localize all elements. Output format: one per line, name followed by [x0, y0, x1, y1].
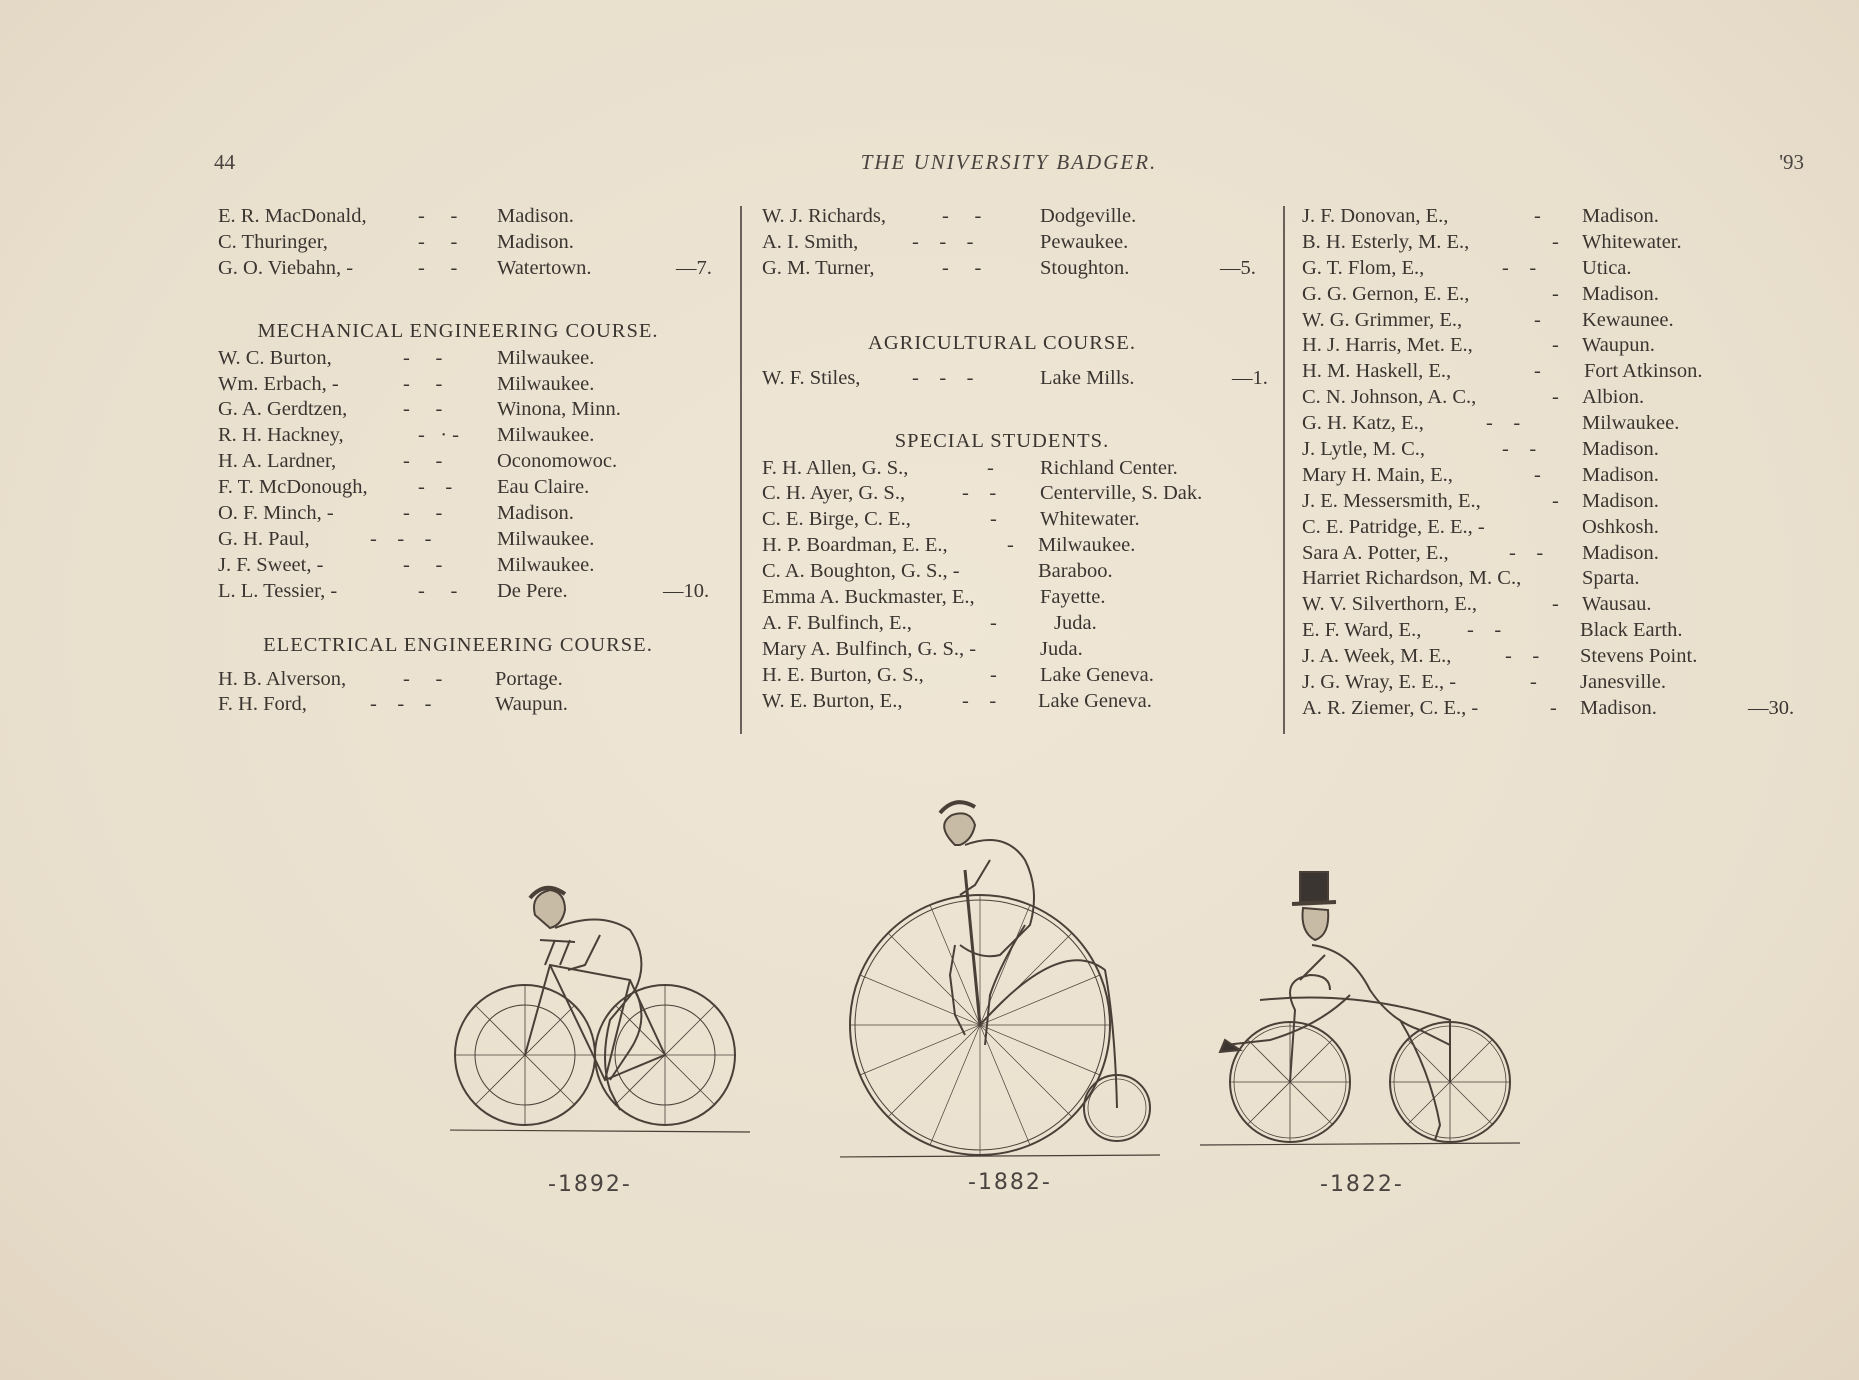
hometown: Eau Claire. — [497, 476, 590, 499]
hometown: Stoughton. — [1040, 256, 1130, 279]
student-name: Mary A. Bulfinch, G. S., - — [762, 637, 977, 660]
leader-dashes: - — [1530, 671, 1537, 694]
leader-dashes: - - — [403, 398, 443, 421]
list-item — [1302, 670, 1822, 696]
hometown: Albion. — [1582, 386, 1645, 409]
section-total: —30. — [1748, 696, 1795, 719]
student-name: H. J. Harris, Met. E., — [1302, 334, 1473, 357]
hometown: Madison. — [1582, 541, 1659, 564]
leader-dashes: - — [1550, 696, 1557, 719]
student-name: E. F. Ward, E., — [1302, 619, 1422, 642]
student-name: W. G. Grimmer, E., — [1302, 308, 1463, 331]
list-item — [1302, 204, 1822, 230]
hometown: Winona, Minn. — [497, 398, 621, 421]
list-electrical — [218, 667, 718, 719]
leader-dashes: - - — [418, 579, 458, 602]
leader-dashes: - — [987, 456, 994, 479]
leader-dashes: - - — [418, 230, 458, 253]
student-name: F. H. Ford, — [218, 693, 307, 716]
student-name: C. E. Birge, C. E., — [762, 508, 911, 531]
list-item — [762, 689, 1282, 715]
list-item — [762, 559, 1282, 585]
student-name: J. Lytle, M. C., — [1302, 438, 1426, 461]
student-name: C. H. Ayer, G. S., — [762, 482, 906, 505]
hometown: Madison. — [497, 502, 574, 525]
list-item — [1302, 489, 1822, 515]
hometown: Madison. — [1582, 463, 1659, 486]
list-item — [1302, 230, 1822, 256]
list-item — [762, 481, 1282, 507]
leader-dashes: - — [1552, 386, 1559, 409]
hometown: Lake Geneva. — [1040, 663, 1154, 686]
leader-dashes: - — [1534, 205, 1541, 227]
student-name: B. H. Esterly, M. E., — [1302, 230, 1470, 253]
list-item — [1302, 592, 1822, 618]
hometown: Kewaunee. — [1582, 308, 1674, 331]
student-name: J. F. Sweet, - — [218, 553, 324, 576]
hometown: Stevens Point. — [1580, 645, 1698, 668]
list-item — [1302, 644, 1822, 670]
student-name: H. E. Burton, G. S., — [762, 663, 924, 686]
list-item — [762, 533, 1282, 559]
hometown: Dodgeville. — [1040, 205, 1137, 227]
hometown: Juda. — [1040, 637, 1083, 660]
leader-dashes: - — [1552, 593, 1559, 616]
hometown: Lake Geneva. — [1038, 689, 1152, 712]
hometown: Utica. — [1582, 256, 1632, 279]
hometown: Wausau. — [1582, 593, 1652, 616]
student-name: W. C. Burton, — [218, 346, 332, 369]
list-item — [218, 204, 718, 230]
student-name: Mary H. Main, E., — [1302, 463, 1453, 486]
list-item — [218, 397, 718, 423]
list-item — [218, 501, 718, 527]
list-agricultural — [762, 366, 1282, 392]
caption-1882: -1882- — [968, 1170, 1052, 1195]
leader-dashes: - — [1552, 282, 1559, 305]
list-top — [762, 204, 1282, 282]
list-item — [1302, 541, 1822, 567]
leader-dashes: - - — [418, 476, 453, 499]
safety-bicycle-rider-icon — [450, 870, 750, 1160]
column-1 — [218, 204, 718, 718]
student-name: G. H. Paul, — [218, 527, 310, 550]
section-heading-agricultural: AGRICULTURAL COURSE. — [868, 331, 1136, 354]
student-name: A. R. Ziemer, C. E., - — [1302, 696, 1479, 719]
leader-dashes: - — [1534, 360, 1541, 383]
hometown: Oconomowoc. — [497, 450, 618, 473]
hometown: Oshkosh. — [1582, 515, 1659, 538]
section-total: —7. — [676, 256, 712, 279]
hometown: Sparta. — [1582, 567, 1640, 590]
leader-dashes: - - — [418, 205, 458, 227]
hometown: Madison. — [497, 230, 574, 253]
leader-dashes: - — [1534, 308, 1541, 331]
student-name: J. G. Wray, E. E., - — [1302, 671, 1457, 694]
list-item — [218, 230, 718, 256]
list-special — [762, 456, 1282, 715]
leader-dashes: - - - — [370, 693, 432, 716]
student-name: C. E. Patridge, E. E., - — [1302, 515, 1485, 538]
list-item — [762, 366, 1282, 392]
student-name: W. E. Burton, E., — [762, 689, 903, 712]
list-item — [762, 585, 1282, 611]
student-name: F. H. Allen, G. S., — [762, 456, 909, 479]
hometown: Waupun. — [495, 693, 568, 716]
leader-dashes: - — [990, 611, 997, 634]
section-heading-mechanical: MECHANICAL ENGINEERING COURSE. — [257, 319, 659, 342]
list-item — [1302, 308, 1822, 334]
hometown: Pewaukee. — [1040, 230, 1129, 253]
student-name: H. A. Lardner, — [218, 450, 337, 473]
list-item — [762, 611, 1282, 637]
hometown: Madison. — [1582, 438, 1659, 461]
list-item — [1302, 463, 1822, 489]
leader-dashes: - - — [1467, 619, 1502, 642]
list-item — [762, 507, 1282, 533]
list-item — [218, 372, 718, 398]
student-name: G. O. Viebahn, - — [218, 256, 354, 279]
student-name: E. R. MacDonald, — [218, 205, 367, 227]
hometown: Whitewater. — [1040, 508, 1140, 531]
running-title: THE UNIVERSITY BADGER. — [860, 150, 1158, 174]
list-item — [1302, 618, 1822, 644]
leader-dashes: - - — [1505, 645, 1540, 668]
student-name: J. A. Week, M. E., — [1302, 645, 1452, 668]
page-header — [214, 150, 1804, 180]
leader-dashes: - - — [942, 205, 982, 227]
list-item — [218, 692, 718, 718]
list-item — [1302, 515, 1822, 541]
list-top — [218, 204, 718, 282]
student-name: Emma A. Buckmaster, E., — [762, 586, 975, 609]
list-item — [218, 346, 718, 372]
section-total: —5. — [1220, 256, 1256, 279]
list-item — [218, 449, 718, 475]
student-name: W. V. Silverthorn, E., — [1302, 593, 1478, 616]
student-name: Harriet Richardson, M. C., — [1302, 567, 1522, 590]
student-name: W. F. Stiles, — [762, 366, 861, 389]
list-item — [218, 527, 718, 553]
column-rule-1 — [740, 206, 742, 734]
student-name: Sara A. Potter, E., — [1302, 541, 1449, 564]
list-item — [1302, 359, 1822, 385]
student-name: G. H. Katz, E., — [1302, 412, 1424, 435]
student-name: H. P. Boardman, E. E., — [762, 534, 948, 557]
page-number: 44 — [214, 150, 235, 174]
penny-farthing-rider-icon — [840, 795, 1170, 1160]
hometown: Lake Mills. — [1040, 366, 1135, 389]
list-item — [1302, 437, 1822, 463]
student-name: R. H. Hackney, — [218, 424, 344, 447]
hometown: Milwaukee. — [497, 424, 595, 447]
hometown: Madison. — [1582, 489, 1659, 512]
student-name: A. F. Bulfinch, E., — [762, 611, 912, 634]
hometown: Janesville. — [1580, 671, 1666, 694]
hometown: Madison. — [497, 205, 574, 227]
column-rule-2 — [1283, 206, 1285, 734]
student-name: J. F. Donovan, E., — [1302, 205, 1449, 227]
leader-dashes: - - — [1509, 541, 1544, 564]
leader-dashes: - - — [403, 667, 443, 690]
hometown: Richland Center. — [1040, 456, 1178, 479]
student-name: A. I. Smith, — [762, 230, 859, 253]
leader-dashes: - - — [1502, 256, 1537, 279]
hometown: Centerville, S. Dak. — [1040, 482, 1203, 505]
leader-dashes: - - — [403, 346, 443, 369]
student-name: C. Thuringer, — [218, 230, 328, 253]
student-name: G. A. Gerdtzen, — [218, 398, 348, 421]
hometown: Fort Atkinson. — [1584, 360, 1703, 383]
hometown: Milwaukee. — [497, 553, 595, 576]
list-item — [762, 204, 1282, 230]
student-name: F. T. McDonough, — [218, 476, 368, 499]
list-item — [1302, 385, 1822, 411]
student-name: H. M. Haskell, E., — [1302, 360, 1452, 383]
leader-dashes: - · - — [418, 424, 459, 447]
leader-dashes: - - — [1486, 412, 1521, 435]
leader-dashes: - — [1534, 463, 1541, 486]
leader-dashes: - - — [403, 553, 443, 576]
list-item — [1302, 333, 1822, 359]
hometown: De Pere. — [497, 579, 568, 602]
list-item — [218, 475, 718, 501]
list-item — [762, 230, 1282, 256]
leader-dashes: - - — [403, 372, 443, 395]
leader-dashes: - — [1552, 334, 1559, 357]
section-heading-special: SPECIAL STUDENTS. — [894, 429, 1110, 452]
column-3 — [1302, 204, 1822, 722]
student-name: Wm. Erbach, - — [218, 372, 339, 395]
leader-dashes: - - — [403, 502, 443, 525]
list-mechanical — [218, 346, 718, 605]
list-item — [218, 423, 718, 449]
leader-dashes: - - — [962, 482, 997, 505]
leader-dashes: - - — [403, 450, 443, 473]
student-name: O. F. Minch, - — [218, 502, 334, 525]
leader-dashes: - - - — [370, 527, 432, 550]
leader-dashes: - — [990, 508, 997, 531]
hometown: Whitewater. — [1582, 230, 1682, 253]
list-item — [762, 256, 1282, 282]
hometown: Watertown. — [497, 256, 592, 279]
list-item — [218, 553, 718, 579]
student-name: C. A. Boughton, G. S., - — [762, 560, 960, 583]
leader-dashes: - - — [1502, 438, 1537, 461]
hometown: Madison. — [1580, 696, 1657, 719]
hometown: Fayette. — [1040, 586, 1106, 609]
leader-dashes: - - — [418, 256, 458, 279]
list-item — [1302, 696, 1822, 722]
section-total: —1. — [1232, 366, 1268, 389]
list-item — [218, 579, 718, 605]
list-item — [1302, 256, 1822, 282]
list-item — [218, 256, 718, 282]
student-name: G. T. Flom, E., — [1302, 256, 1425, 279]
hometown: Juda. — [1054, 611, 1097, 634]
student-name: J. E. Messersmith, E., — [1302, 489, 1481, 512]
hometown: Milwaukee. — [497, 527, 595, 550]
list-item — [1302, 411, 1822, 437]
list-item — [1302, 282, 1822, 308]
leader-dashes: - — [990, 663, 997, 686]
student-name: W. J. Richards, — [762, 205, 886, 227]
hometown: Milwaukee. — [497, 372, 595, 395]
student-name: L. L. Tessier, - — [218, 579, 338, 602]
student-name: C. N. Johnson, A. C., — [1302, 386, 1477, 409]
list-special-continued — [1302, 204, 1822, 722]
column-2 — [762, 204, 1282, 714]
student-name: G. G. Gernon, E. E., — [1302, 282, 1470, 305]
dandy-horse-rider-icon — [1200, 860, 1530, 1160]
leader-dashes: - - - — [912, 230, 974, 253]
hometown: Portage. — [495, 667, 563, 690]
student-name: G. M. Turner, — [762, 256, 875, 279]
caption-1892: -1892- — [548, 1172, 632, 1197]
leader-dashes: - — [1552, 230, 1559, 253]
student-name: H. B. Alverson, — [218, 667, 347, 690]
hometown: Baraboo. — [1038, 560, 1113, 583]
hometown: Milwaukee. — [1038, 534, 1136, 557]
leader-dashes: - - - — [912, 366, 974, 389]
hometown: Black Earth. — [1580, 619, 1683, 642]
hometown: Milwaukee. — [1582, 412, 1680, 435]
section-heading-electrical: ELECTRICAL ENGINEERING COURSE. — [263, 633, 653, 656]
list-item — [1302, 566, 1822, 592]
leader-dashes: - - — [942, 256, 982, 279]
list-item — [218, 667, 718, 693]
section-total: —10. — [663, 579, 710, 602]
class-year: '93 — [1779, 150, 1804, 174]
hometown: Milwaukee. — [497, 346, 595, 369]
hometown: Waupun. — [1582, 334, 1655, 357]
caption-1822: -1822- — [1320, 1172, 1404, 1197]
list-item — [762, 637, 1282, 663]
leader-dashes: - - — [962, 689, 997, 712]
leader-dashes: - — [1552, 489, 1559, 512]
leader-dashes: - — [1007, 534, 1014, 557]
hometown: Madison. — [1582, 282, 1659, 305]
list-item — [762, 663, 1282, 689]
hometown: Madison. — [1582, 205, 1659, 227]
list-item — [762, 456, 1282, 482]
